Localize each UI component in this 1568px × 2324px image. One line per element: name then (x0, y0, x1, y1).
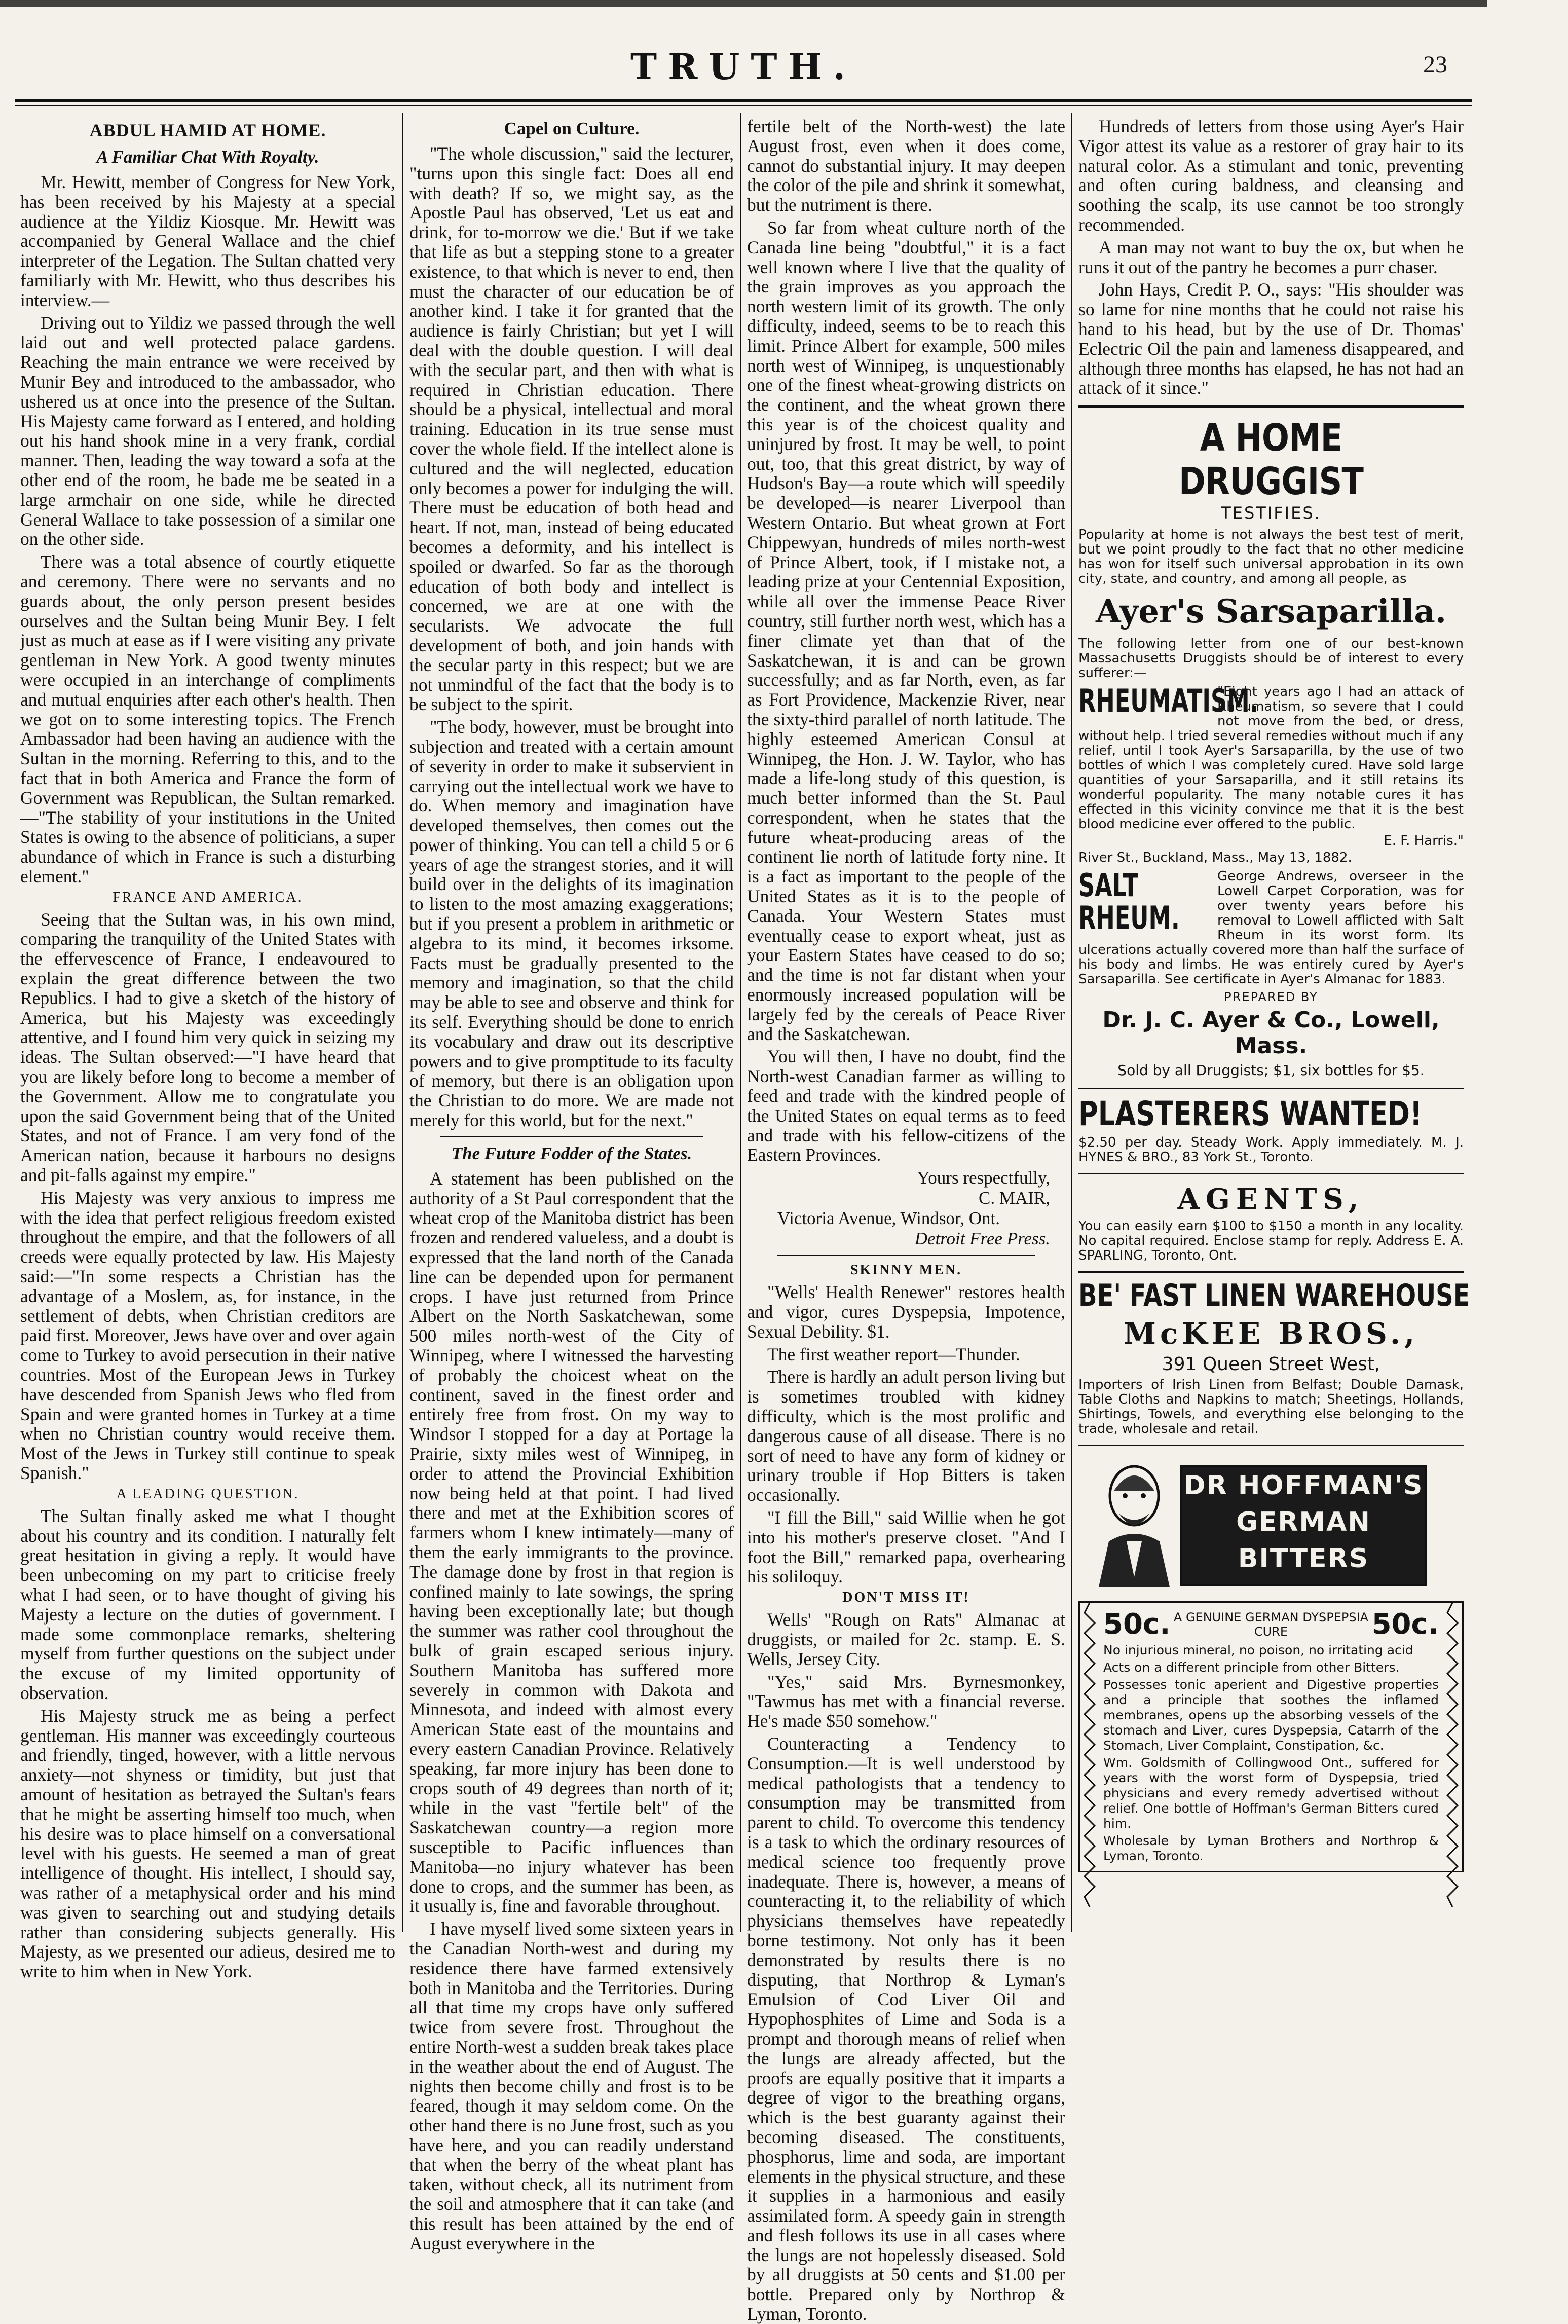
bitters-line: DR HOFFMAN'S (1183, 1470, 1424, 1501)
ad-linen-warehouse (1078, 1273, 1470, 1446)
paragraph: His Majesty was very anxious to impress me with the idea that perfect religious freedom existed throughout the empire, and that the followers of all creeds were equally protected by law. His Majesty said:—"In some respects a Christian has the advantage of a Moslem, as, for instance, in the settlement of debts, when Christian creditors are paid first. Moreover, Jews have over and over again come to Turkey to avoid persecution in their native countries. Most of the European Jews in Turkey have descended from Spanish Jews who fled from Spain and were granted homes in Turkey at a time when no Christian country would receive them. Most of the Jews in Turkey still continue to speak Spanish." (20, 1187, 395, 1483)
page-top-edge (0, 0, 1487, 7)
paragraph: So far from wheat culture north of the Canada line being "doubtful," it is a fact well known where I live that the quality of the grain improves as you approach the north western limit of its growth. The only difficulty, indeed, seems to be to reach this limit. Prince Albert for example, 500 miles north west of Winnipeg, is unquestionably one of the finest wheat-growing districts on the continent, and the wheat grown there this year is of the choicest quality and uninjured by frost. It may be well, to point out, too, that this great district, by way of Hudson's Bay—a route which will speedily be developed—is nearer Liverpool than Western Ontario. But wheat grown at Fort Chippewyan, hundreds of miles north-west of Prince Albert, took, if I mistake not, a leading prize at your Centennial Exposition, while all over the immense Peace River country, still further north west, which has a finer climate yet than that of the Saskatchewan, it is and can be grown successfully; and as far North, even, as far as Fort Providence, Mackenzie River, near the sixty-third parallel of north latitude. The highly esteemed American Consul at Winnipeg, the Hon. J. W. Taylor, who has made a life-long study of this question, is much better informed than the St. Paul correspondent, when he states that the future wheat-producing areas of the continent lie north of latitude forty nine. It is a fact as important to the people of the United States as it is to the people of Canada. Your Western States must eventually cease to export wheat, just as your Eastern States have ceased to do so; and the time is not far distant when your enormously increased population will be largely fed by the cereals of Peace River and the Saskatchewan. (747, 217, 1065, 1044)
ad-title: PLASTERERS WANTED! (1078, 1094, 1423, 1134)
ad-maker: Dr. J. C. Ayer & Co., Lowell, Mass. (1102, 1007, 1440, 1059)
paragraph: You will then, I have no doubt, find the North-west Canadian farmer as willing to feed and trade with the kindred people of the United States on equal terms as to feed and trade with his fellow-citizens of the Eastern Provinces. (747, 1046, 1065, 1165)
paragraph: The Sultan finally asked me what I thought about his country and its condition. I naturally felt great hesitation in giving a reply. It would have been unbecoming on my part to criticise freely what I had seen, or to have thought of giving his Majesty a lecture on the duties of government. I made some commonplace remarks, sheltering myself from further questions on the subject under the excuse of my limited opportunity of observation. (20, 1505, 395, 1703)
salt-rheum-heading: SALT RHEUM. (1078, 867, 1180, 937)
paragraph: A statement has been published on the authority of a St Paul correspondent that the wheat crop of the Manitoba district has been frozen and rendered valueless, and a doubt is expressed that the land north of the Canada line can be depended upon for permanent crops. I have just returned from Prince Albert on the North Saskatchewan, some 500 miles north-west of the City of Winnipeg, where I witnessed the harvesting of probably the choicest wheat on the continent, saved in the finest order and entirely free from frost. On my way to Windsor I stopped for a day at Portage la Prairie, sixty miles west of Winnipeg, in order to attend the Provincial Exhibition now being held at that point. I had lived there and met at the Exhibition scores of farmers whom I knew intimately—many of them the early immigrants to the province. The damage done by frost in that region is confined mainly to late sowings, the spring having been exceptionally late; but though the summer was rather cool throughout the bulk of grain escaped serious injury. Southern Manitoba has suffered more severely in common with Dakota and Minnesota, and indeed with almost every American State east of the mountains and every eastern Canadian Province. Relatively speaking, far more injury has been done to crops south of 49 degrees than north of it; while in the vast "fertile belt" of the Saskatchewan country—a region more susceptible to Pacific influences than Manitoba—no injury whatever has been done to crops, and the summer has been, as it usually is, fine and favorable throughout. (409, 1168, 734, 1916)
bitters-label (1180, 1465, 1427, 1586)
divider (440, 1136, 703, 1137)
ad-sold: Sold by all Druggists; $1, six bottles for $5. (1117, 1062, 1425, 1079)
price-right: 50c. (1371, 1608, 1439, 1641)
ad-german-bitters-banner (1078, 1455, 1464, 1592)
ad-signature: E. F. Harris." (1384, 833, 1464, 849)
section-heading: DON'T MISS IT! (842, 1590, 970, 1606)
article-headline: ABDUL HAMID AT HOME. (89, 120, 326, 140)
paragraph: Counteracting a Tendency to Consumption.—It is well understood by medical pathologists that a tendency to consumption may be transmitted from parent to child. To overcome this tendency is a task to which the ordinary resources of medical science too frequently prove inadequate. There is, however, a means of counteracting it, to the reliability of which physicians themselves have repeatedly borne testimony. Not only has it been demonstrated by results there is no disputing, that Northrop & Lyman's Emulsion of Cod Liver Oil and Hypophosphites of Lime and Soda is a prompt and thorough means of relief when the lungs are already affected, but the proofs are equally positive that it imparts a degree of vigor to the breathing organs, which is the best guaranty against their becoming diseased. The constituents, phosphorus, lime and soda, are important elements in the physical structure, and these it supplies in a harmonious and easily assimilated form. A speedy gain in strength and flesh follows its use in all cases where the lungs are not hopelessly diseased. Sold by all druggists at 50 cents and $1.00 per bottle. Prepared only by Northrop & Lyman, Toronto. (747, 1733, 1065, 2324)
column-3 (747, 116, 1065, 2324)
page-number: 23 (1423, 51, 1447, 78)
paragraph: fertile belt of the North-west) the late August frost, even when it does come, cannot do substantial injury. It may deepen the color of the pile and shrink it somewhat, but the nutriment is there. (747, 116, 1065, 215)
paragraph: Wells' "Rough on Rats" Almanac at druggists, or mailed for 2c. stamp. E. S. Wells, Jersey City. (747, 1609, 1065, 1669)
paragraph: A man may not want to buy the ox, but when he runs it out of the pantry he becomes a purr chaser. (1078, 237, 1464, 277)
column-1 (20, 117, 395, 1982)
paragraph: There is hardly an adult person living but is sometimes troubled with kidney difficulty, which is the most prolific and dangerous cause of all disease. There is no sort of need to have any form of kidney or urinary trouble if Hop Bitters is taken occasionally. (747, 1367, 1065, 1505)
ad-german-bitters-text (1078, 1601, 1464, 1872)
section-heading: SKINNY MEN. (850, 1262, 962, 1278)
paragraph: Seeing that the Sultan was, in his own mind, comparing the tranquility of the United States with the effervescence of France, I endeavoured to explain the great difference between the two Republics. I had to give a sketch of the history of America, but his Majesty was exceedingly attentive, and I found him very quick in seizing my ideas. The Sultan observed:—"I have heard that you are likely before long to become a member of the Government. Allow me to congratulate you upon the said Government being that of the United States, and not of France. I am very fond of the American nation, because it harbours no designs and pit-falls against my empire." (20, 909, 395, 1186)
paragraph: Driving out to Yildiz we passed through the well laid out and well protected palace gardens. Reaching the main entrance we were received by Munir Bey and introduced to the ambassador, who ushered us at once into the presence of the Sultan. His Majesty came forward as I entered, and holding out his hand shook mine in a very frank, cordial manner. Then, leading the way toward a sofa at the other end of the room, he bade me be seated in a large armchair on one side, while he directed General Wallace to take possession of a similar one on the other side. (20, 312, 395, 549)
article-subhead: A Familiar Chat With Royalty. (96, 147, 319, 167)
paragraph: "I fill the Bill," said Willie when he got into his mother's preserve closet. "And I foot the Bill," remarked papa, overhearing his soliloquy. (747, 1507, 1065, 1587)
ad-plasterers (1078, 1089, 1464, 1174)
ad-text: "Eight years ago I had an attack of Rheumatism, so severe that I could not move from the bed, or dress, without help. I tried several remedies without much if any relief, until I took Ayer's Sarsaparilla, by the use of two bottles of which I was completely cured. Have sold large quantities of your Sarsaparilla, and it still retains its wonderful popularity. The many notable cures it has effected in this vicinity convince me that it is the best blood medicine ever offered to the public. (1078, 684, 1464, 832)
article-headline: Capel on Culture. (504, 119, 640, 138)
article-headline: The Future Fodder of the States. (451, 1143, 692, 1163)
ad-text: Wholesale by Lyman Brothers and Northrop & Lyman, Toronto. (1103, 1833, 1439, 1864)
ad-title: A HOME DRUGGIST (1178, 416, 1364, 504)
paragraph: "The body, however, must be brought into subjection and treated with a certain amount of severity in order to make it subservient in carrying out the intellectual work we have to do. When memory and imagination have developed themselves, then comes out the power of thinking. You can tell a child 5 or 6 years of age the strangest stories, and it will build over in the delights of its imagination to listen to the most amazing exaggerations; but if you present a problem in arithmetic or algebra to its mind, it becomes irksome. Facts must be gradually presented to the memory and imagination, so that the child may be able to see and observe and think for its self. Everything should be done to enrich its vocabulary and draw out its descriptive powers and to give promptitude to its faculty of memory, but there is an obligation upon the Christian to do more. We are made not merely for this world, but for the next." (409, 717, 734, 1131)
paragraph: John Hays, Credit P. O., says: "His shoulder was so lame for nine months that he could not raise his hand to his head, but by the use of Dr. Thomas' Eclectric Oil the pain and lameness disappeared, and although three months has elapsed, he has not had an attack of it since." (1078, 279, 1464, 398)
ornament-border-icon (1082, 1603, 1097, 1907)
ad-text: No injurious mineral, no poison, no irritating acid (1103, 1643, 1413, 1658)
newspaper-title: TRUTH. (630, 46, 856, 88)
price-row (1103, 1608, 1439, 1641)
sig-place: Victoria Avenue, Windsor, Ont. (777, 1208, 1000, 1229)
sig-source: Detroit Free Press. (914, 1229, 1050, 1249)
letter-signature (747, 1168, 1065, 1249)
masthead (0, 46, 1487, 96)
masthead-rule (15, 99, 1472, 106)
paragraph: Hundreds of letters from those using Ayer's Hair Vigor attest its value as a restorer of gray hair to its natural color. As a stimulant and tonic, preventing and often curing baldness, and cleansing and soothing the scalp, its use cannot be too strongly recommended. (1078, 116, 1464, 235)
paragraph: "Yes," said Mrs. Byrnesmonkey, "Tawmus has met with a financial reverse. He's made $50 somehow." (747, 1671, 1065, 1731)
ad-text: Popularity at home is not always the best test of merit, but we point proudly to the fact that no other medicine has won for itself such universal approbation in its own city, state, and country, and among all people, as (1078, 527, 1464, 587)
paragraph: His Majesty struck me as being a perfect gentleman. His manner was exceedingly courteous and friendly, tinged, however, with a little nervous anxiety—not shyness or timidity, but just that amount of hesitation as betrayed the Sultan's fears that he might be asserting himself too much, when his desire was to place himself on a conversational level with his guests. He seemed a man of great intelligence of thought. His intellect, I should say, was rather of a metaphysical order and his mind was given to searching out and studying details rather than considering subjects generally. His Majesty, as we presented our adieus, desired me to write to him when in New York. (20, 1705, 395, 1982)
ad-title: AGENTS, (1177, 1183, 1365, 1216)
column-rule-1 (402, 113, 403, 1932)
firm-address: 391 Queen Street West, (1162, 1354, 1380, 1375)
column-rule-2 (740, 113, 741, 1932)
ad-text: $2.50 per day. Steady Work. Apply immediately. M. J. HYNES & BRO., 83 York St., Toronto. (1078, 1135, 1464, 1165)
ad-title: BE' FAST LINEN WAREHOUSE (1078, 1278, 1470, 1314)
paragraph: Mr. Hewitt, member of Congress for New York, has been received by his Majesty at a special audience at the Yildiz Kiosque. Mr. Hewitt was accompanied by General Wallace and the chief interpreter of the Legation. The Sultan chatted very familiarly with Mr. Hewitt, who thus describes his interview.— (20, 172, 395, 310)
doctor-portrait-icon (1089, 1460, 1180, 1587)
paragraph: There was a total absence of courtly etiquette and ceremony. There were no servants and no guards about, the only person present besides ourselves and the Sultan being Munir Bey. I felt just as much at ease as if I were visiting any private gentleman in New York. A good twenty minutes were occupied in an interchange of compliments and mutual enquiries after each other's health. Then we got on to some interesting topics. The French Ambassador had been having an audience with the Sultan in the morning. Referring to this, and to the fact that in both America and France the form of Government was Republican, the Sultan remarked.—"The stability of your institutions in the United States is owing to the absence of politicians, a super abundance of which in France is such a disturbing element." (20, 551, 395, 887)
bitters-line: BITTERS (1238, 1543, 1369, 1574)
ad-text: Importers of Irish Linen from Belfast; Double Damask, Table Cloths and Napkins to match; Sheetings, Hollands, Shirtings, Towels, and everything else belonging to the trade, wholesale and retail. (1078, 1377, 1464, 1437)
paragraph: I have myself lived some sixteen years in the Canadian North-west and during my residence there have farmed extensively both in Manitoba and the Territories. During all that time my crops have only suffered twice from severe frost. Throughout the entire North-west a sudden break takes place in the weather about the end of August. The nights then become chilly and frost is to be feared, though it may seldom come. On the other hand there is no June frost, such as you have here, and you can readily understand that when the berry of the wheat plant has taken, without check, all its nutriment from the soil and atmosphere that it can take (and this result has been attained by the end of August everywhere in the (409, 1919, 734, 2254)
column-4 (1078, 116, 1470, 1931)
ad-home-druggist (1078, 411, 1464, 1089)
paragraph: "The whole discussion," said the lecturer, "turns upon this single fact: Does all end with death? If so, we might say, as the Apostle Paul has observed, 'Let us eat and drink, for to-morrow we die.' But if we take that life as but a stepping stone to a greater existence, to that which is never to end, then must the character of our education be of another kind. I take it for granted that the audience is fairly Christian; but yet I will deal with the double question. I will deal with the secular part, and then with what is required in Christian education. There should be a physical, intellectual and moral training. Education in its true sense must cover the whole field. If the intellect alone is cultured and the will neglected, education only becomes a power for indulging the will. There must be education of both head and heart. If not, man, instead of being educated becomes a deformity, and his intellect is spoiled or dwarfed. So far as the thorough education of both body and intellect is concerned, we are at one with the secularists. We advocate the full development of both, and join hands with the secular party in this respect; but we are not unmindful of the fact that the body is to be subject to the spirit. (409, 143, 734, 715)
sig-name: C. MAIR, (979, 1188, 1050, 1208)
divider (1078, 405, 1464, 408)
price-left: 50c. (1103, 1608, 1171, 1641)
salt-rheum-block (1078, 869, 1464, 987)
ad-text: George Andrews, overseer in the Lowell Carpet Corporation, was for over twenty years before his removal to Lowell afflicted with Salt Rheum in its worst form. Its ulcerations actually covered more than half the surface of his body and limbs. He was entirely cured by Ayer's Sarsaparilla. See certificate in Ayer's Almanac for 1883. (1078, 869, 1464, 987)
ad-agents (1078, 1174, 1464, 1273)
ad-text: The following letter from one of our best-known Massachusetts Druggists should be of interest to every sufferer:— (1078, 636, 1464, 681)
ad-subtitle: TESTIFIES. (1221, 503, 1321, 523)
ad-text: You can easily earn $100 to $150 a month in any locality. No capital required. Enclose stamp for reply. Address E. A. SPARLING, Toronto, Ont. (1078, 1219, 1464, 1264)
ad-text: Wm. Goldsmith of Collingwood Ont., suffered for years with the worst form of Dyspepsia, tried physicians and every remedy advertised without relief. One bottle of Hoffman's German Bitters cured him. (1103, 1755, 1439, 1831)
section-heading: FRANCE AND AMERICA. (113, 889, 303, 905)
product-name: Ayer's Sarsaparilla. (1095, 593, 1447, 631)
price-caption: A GENUINE GERMAN DYSPEPSIA CURE (1173, 1610, 1369, 1639)
section-heading: A LEADING QUESTION. (116, 1486, 300, 1502)
firm-name: McKEE BROS., (1123, 1316, 1419, 1351)
column-2 (409, 117, 734, 2254)
ornament-border-icon (1445, 1603, 1460, 1907)
sig-closing: Yours respectfully, (917, 1168, 1050, 1188)
bitters-line: GERMAN (1236, 1507, 1371, 1538)
ad-text: Possesses tonic aperient and Digestive properties and a principle that soothes the inflamed membranes, opens up the absorbing vessels of the stomach and Liver, cures Dyspepsia, Catarrh of the Stomach, Liver Complaint, Constipation, &c. (1103, 1677, 1439, 1753)
column-rule-3 (1071, 113, 1072, 1932)
ad-text: Acts on a different principle from other Bitters. (1103, 1660, 1400, 1675)
rheumatism-block (1078, 682, 1464, 866)
ad-prepared: PREPARED BY (1224, 990, 1318, 1005)
ad-place: River St., Buckland, Mass., May 13, 1882. (1078, 850, 1352, 866)
paragraph: "Wells' Health Renewer" restores health and vigor, cures Dyspepsia, Impotence, Sexual Debility. $1. (747, 1282, 1065, 1342)
rheumatism-heading: RHEUMATISM. (1078, 682, 1258, 720)
divider (777, 1255, 1035, 1256)
paragraph: The first weather report—Thunder. (767, 1344, 1020, 1364)
